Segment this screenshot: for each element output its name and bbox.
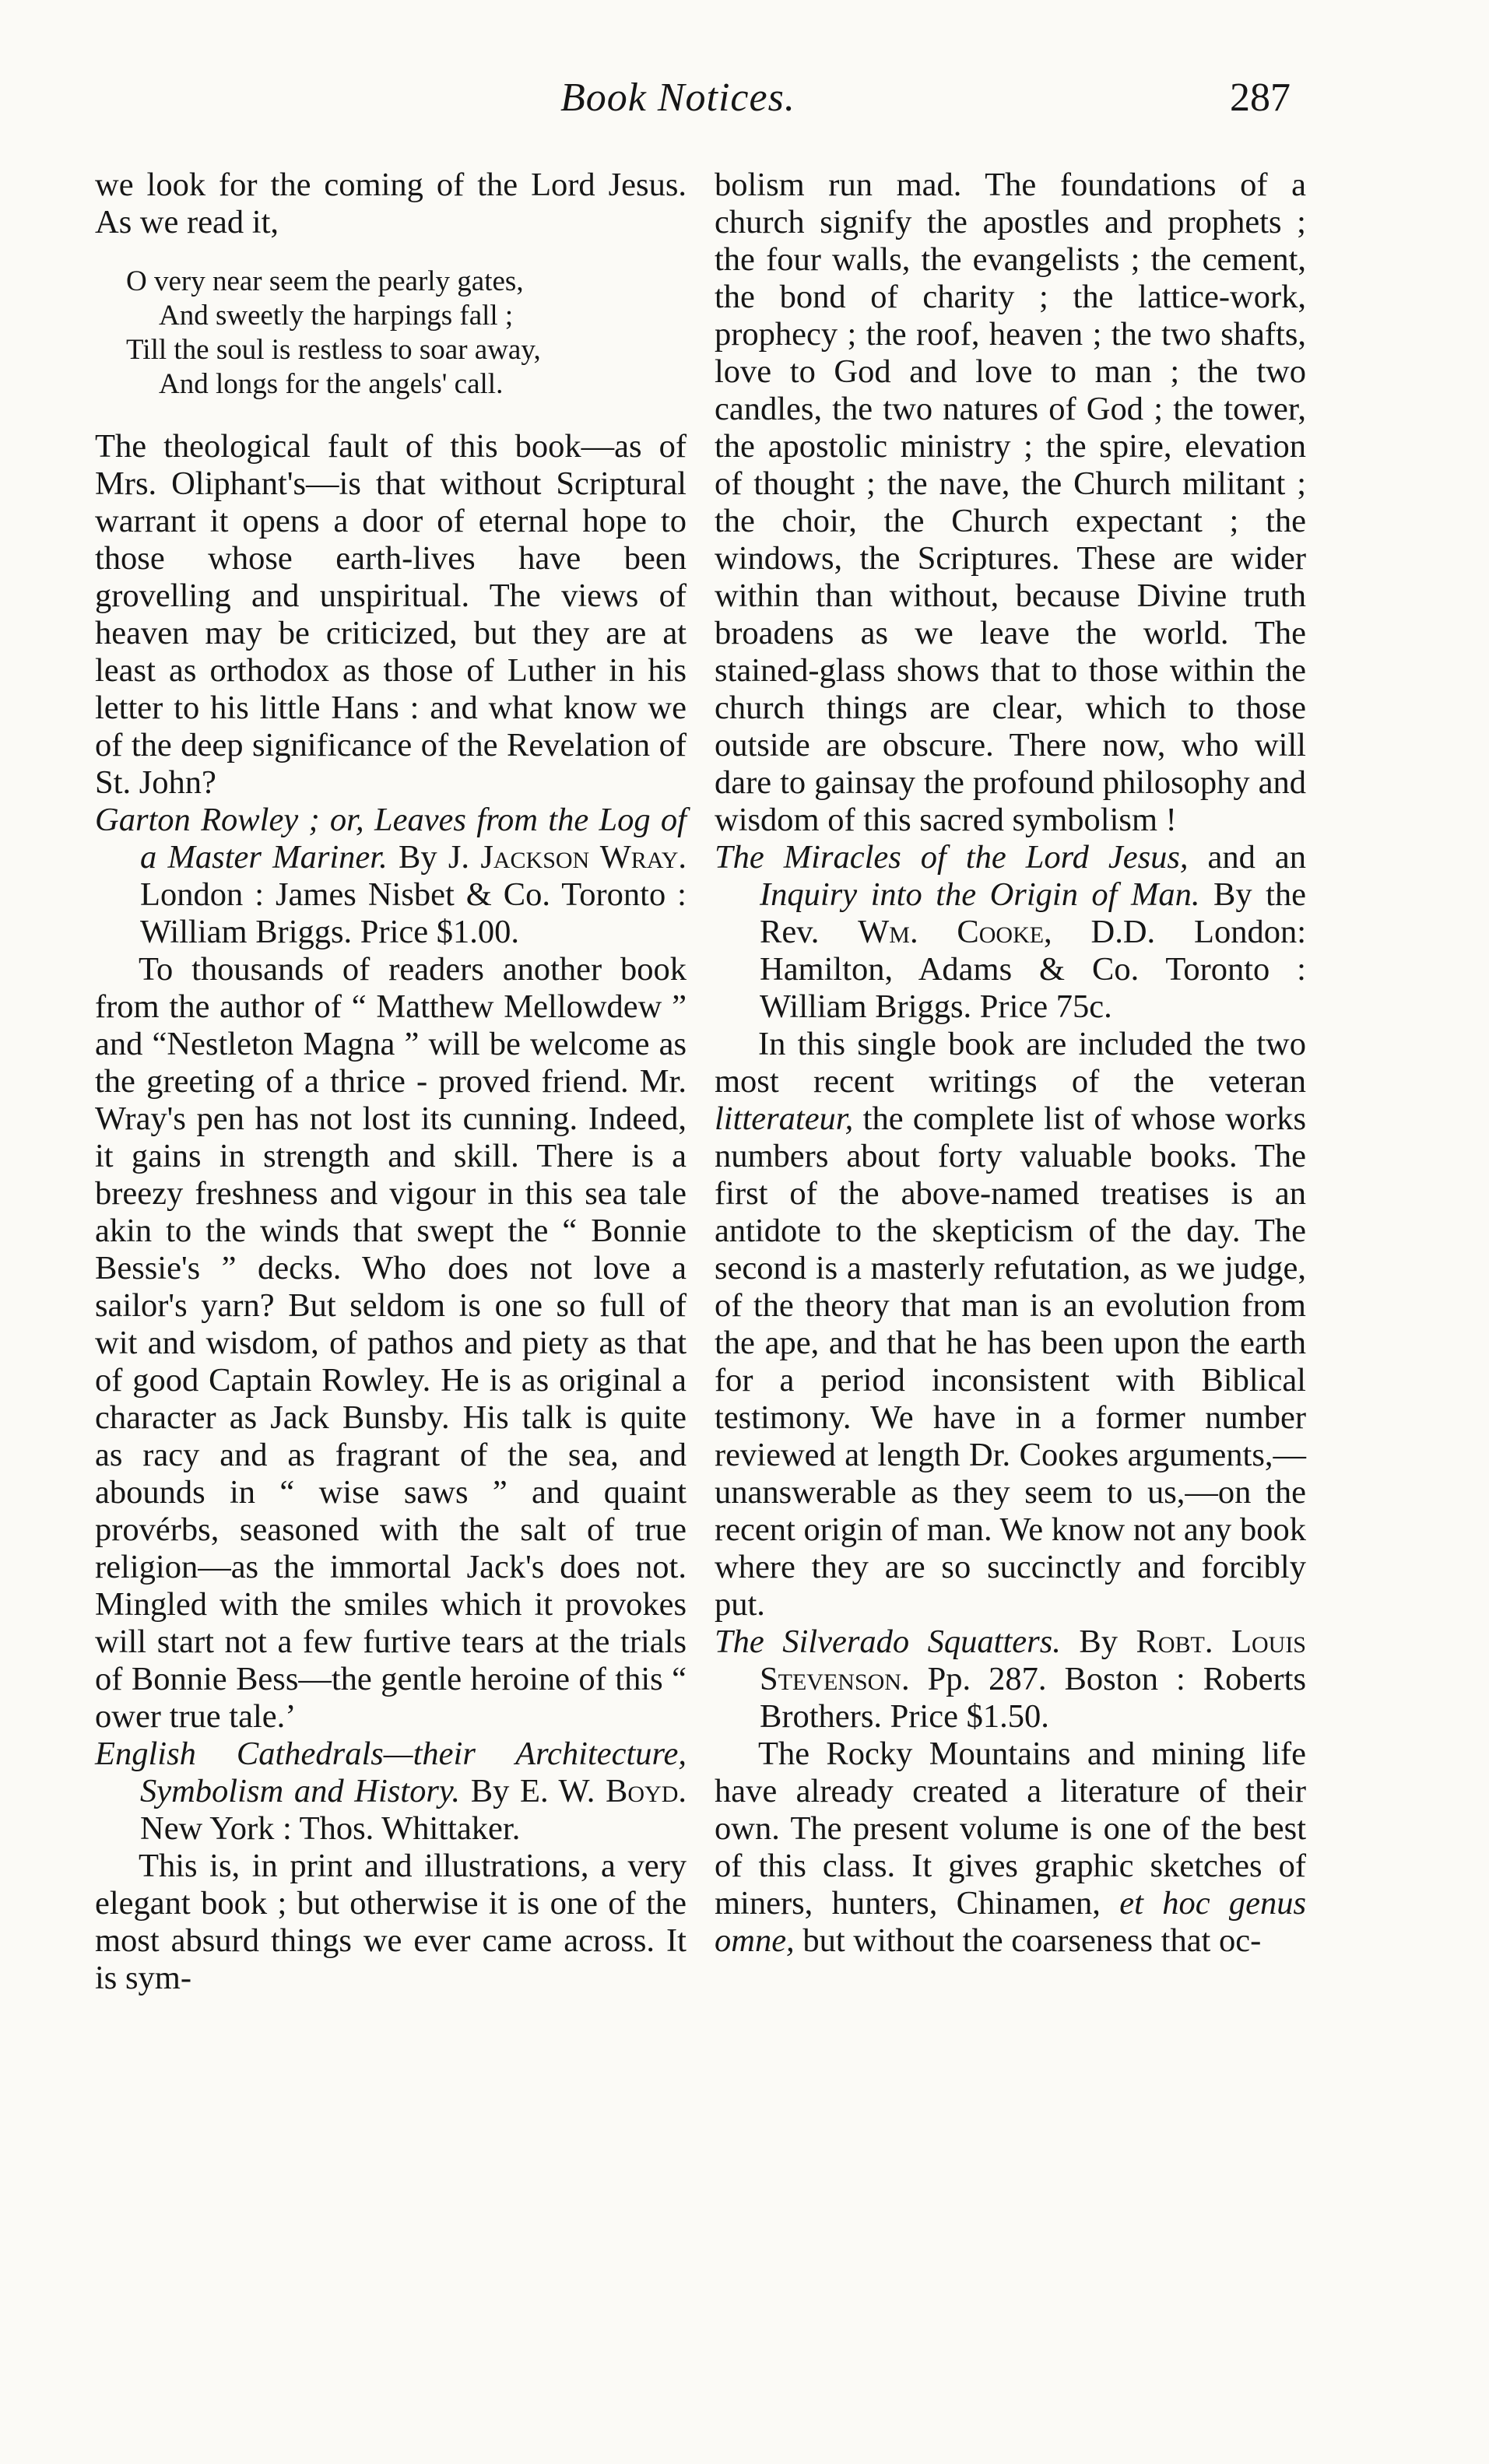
by-text: By the Rev. [760, 876, 1306, 950]
by-text: By [1079, 1623, 1118, 1660]
paragraph: The theological fault of this book—as of Mrs. Oliphant's—is that without Scriptural warrant it opens a door of eternal hope to those whose earth-lives have been grovelling and unspiritual. The views of heaven may be criticized, but they are at least as orthodox as those of Luther in his letter to his little Hans : and what know we of the deep significance of the Revelation of St. John? [95, 428, 687, 801]
book-citation [715, 839, 1306, 1026]
page-number: 287 [1230, 75, 1291, 120]
and-text: and an [1207, 839, 1306, 876]
book-author: E. W. Boyd. [520, 1773, 687, 1809]
book-author: Wm. Cooke, D.D. [858, 914, 1156, 950]
book-title: English Cathedrals—their Architecture, Symbolism and History. [95, 1736, 687, 1809]
book-citation [715, 1623, 1306, 1736]
book-author: Jackson Wray. [480, 839, 687, 876]
poem-line: And longs for the angels' call. [159, 368, 504, 400]
italic-text: litterateur, [715, 1100, 854, 1137]
paragraph [715, 1736, 1306, 1960]
text-run: In this single book are included the two most recent writings of the veteran [715, 1026, 1306, 1100]
book-citation [95, 802, 687, 951]
text-run: but without the coarseness that oc- [802, 1922, 1262, 1959]
text-run: The Rocky Mountains and mining life have already created a literature of their own. The present volume is one of the best of this class. It gives graphic sketches of miners, hunters, Chinamen, [715, 1736, 1306, 1922]
poem-line: Till the soul is restless to soar away, [126, 334, 541, 366]
poem-line: O very near seem the pearly gates, [126, 265, 524, 297]
book-publisher: London : James Nisbet & Co. Toronto : William Briggs. Price $1.00. [140, 876, 687, 950]
italic-text: et hoc genus omne, [715, 1885, 1306, 1959]
poem-line: And sweetly the harpings fall ; [159, 300, 514, 332]
paragraph: To thousands of readers another book from the author of “ Matthew Mellowdew ” and “Nestleton Magna ” will be welcome as the greeting of a thrice - proved friend. Mr. Wray's pen has not lost its cunning. Indeed, it gains in strength and skill. There is a breezy freshness and vigour in this sea tale akin to the winds that swept the “ Bonnie Bessie's ” decks. Who does not love a sailor's yarn? But seldom is one so full of wit and wisdom, of pathos and piety as that of good Captain Rowley. He is as original a character as Jack Bunsby. His talk is quite as racy and as fragrant of the sea, and abounds in “ wise saws ” and quaint provérbs, seasoned with the salt of true religion—as the immortal Jack's does not. Mingled with the smiles which it provokes will start not a few furtive tears at the trials of Bonnie Bess—the gentle heroine of this “ ower true tale.’ [95, 951, 687, 1735]
book-citation [95, 1736, 687, 1848]
by-text: By J. [399, 839, 470, 876]
by-text: By [470, 1773, 510, 1809]
book-title: The Silverado Squatters. [715, 1623, 1061, 1660]
paragraph [715, 1026, 1306, 1623]
paragraph: This is, in print and illustrations, a very elegant book ; but otherwise it is one of the most absurd things we ever came across. It is sym- [95, 1848, 687, 1996]
right-column [715, 167, 1306, 1960]
book-publisher: New York : Thos. Whittaker. [140, 1810, 521, 1847]
book-publisher: Pp. 287. Boston : Roberts Brothers. Price $1.50. [760, 1661, 1306, 1735]
paragraph: we look for the coming of the Lord Jesus. As we read it, [95, 167, 687, 240]
book-title: The Miracles of the Lord Jesus, [715, 839, 1189, 876]
book-title: Garton Rowley ; or, Leaves from the Log of a Master Mariner. [95, 802, 687, 876]
running-title: Book Notices. [560, 75, 795, 120]
page-header [0, 75, 1489, 137]
book-title: Inquiry into the Origin of Man. [760, 876, 1200, 913]
left-column [95, 167, 687, 1997]
text-run: the complete list of whose works numbers about forty valuable books. The first of the above-named treatises is an antidote to the skepticism of the day. The second is a masterly refutation, as we judge, of the theory that man is an evolution from the ape, and that he has been upon the earth for a period inconsistent with Biblical testimony. We have in a former number reviewed at length Dr. Cookes arguments,— unanswerable as they seem to us,—on the recent origin of man. We know not any book where they are so succinctly and forcibly put. [715, 1100, 1307, 1623]
book-publisher: London: Hamilton, Adams & Co. Toronto : William Briggs. Price 75c. [760, 914, 1307, 1025]
book-author: Robt. Louis Stevenson. [760, 1623, 1306, 1697]
paragraph: bolism run mad. The foundations of a church signify the apostles and prophets ; the four walls, the evangelists ; the cement, the bond of charity ; the lattice-work, prophecy ; the roof, heaven ; the two shafts, love to God and love to man ; the two candles, the two natures of God ; the tower, the apostolic ministry ; the spire, elevation of thought ; the nave, the Church militant ; the choir, the Church expectant ; the windows, the Scriptures. These are wider within than without, because Divine truth broadens as we leave the world. The stained-glass shows that to those within the church things are clear, which to those outside are obscure. There now, who will dare to gainsay the profound philosophy and wisdom of this sacred symbolism ! [715, 167, 1306, 838]
poem [126, 265, 687, 402]
